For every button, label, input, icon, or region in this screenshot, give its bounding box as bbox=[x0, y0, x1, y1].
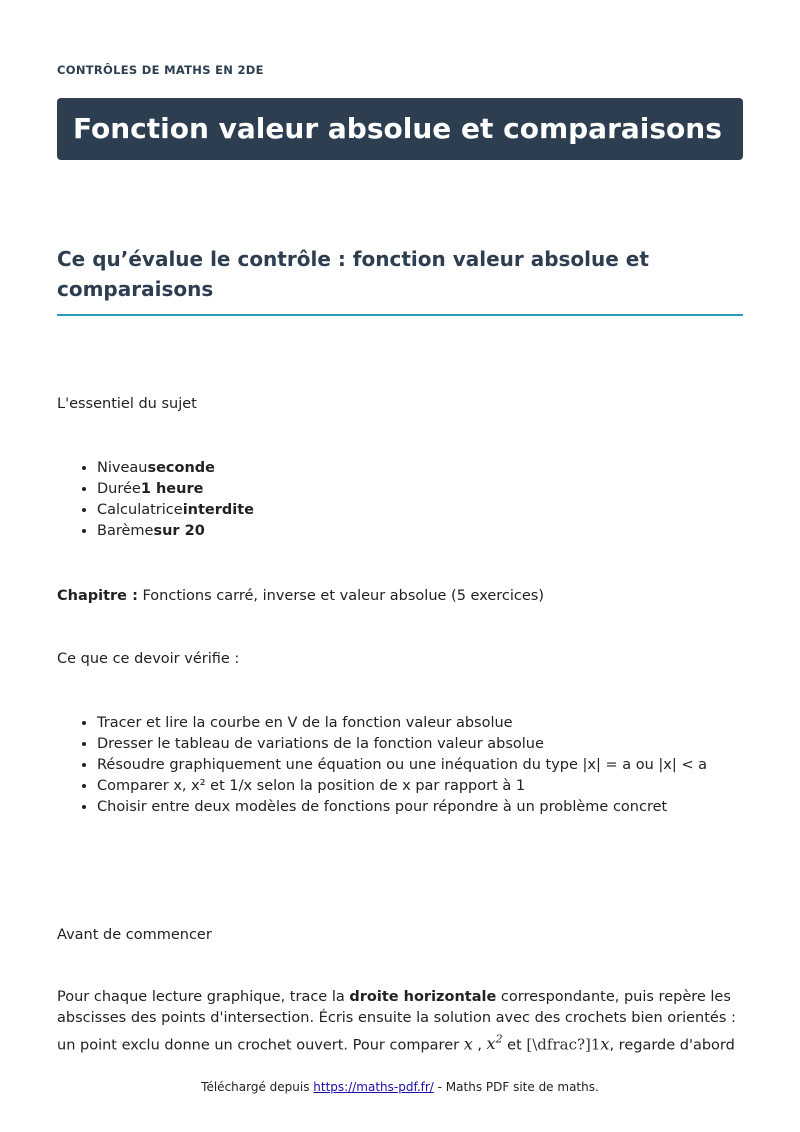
item-value: 1 heure bbox=[140, 481, 204, 497]
list-item: • Dresser le tableau de variations de la fonction valeur absolue bbox=[97, 734, 707, 755]
title-banner bbox=[57, 98, 743, 160]
series-kicker: CONTRÔLES DE MATHS EN 2DE bbox=[57, 63, 264, 77]
section-title: Ce qu’évalue le contrôle : fonction valeur absolue et comparaisons bbox=[57, 244, 743, 316]
chapitre-line bbox=[57, 586, 544, 607]
intro-text: correspondante, puis repère les abscisses des points d'intersection. Écris ensuite la solution avec des crochets bien orientés : un point exclu donne un crochet ouvert. Pour comparer bbox=[57, 989, 736, 1054]
math-exponent: 2 bbox=[495, 1033, 503, 1046]
math-x-squared bbox=[487, 1034, 503, 1053]
chapitre-text: Fonctions carré, inverse et valeur absolue (5 exercices) bbox=[142, 588, 545, 604]
list-item: • Tracer et lire la courbe en V de la fonction valeur absolue bbox=[97, 713, 707, 734]
verifie-heading: Ce que ce devoir vérifie : bbox=[57, 651, 240, 667]
intro-sep: , bbox=[472, 1037, 487, 1054]
page-title: Fonction valeur absolue et comparaisons bbox=[73, 112, 722, 145]
footer-suffix: - Maths PDF site de maths. bbox=[433, 1080, 599, 1094]
verifie-list bbox=[57, 713, 707, 818]
essentiel-list bbox=[57, 458, 254, 542]
item-value: seconde bbox=[147, 460, 216, 476]
item-value: sur 20 bbox=[153, 523, 205, 539]
intro-paragraph bbox=[57, 987, 743, 1056]
chapitre-label: Chapitre : bbox=[57, 588, 138, 604]
math-raw-fraction: [\dfrac?]1 bbox=[526, 1035, 601, 1054]
item-label: Durée bbox=[97, 481, 141, 497]
math-x: x bbox=[600, 1034, 610, 1054]
item-label: Barème bbox=[97, 523, 154, 539]
list-item bbox=[97, 500, 254, 521]
essentiel-heading: L'essentiel du sujet bbox=[57, 396, 197, 412]
item-label: Calculatrice bbox=[97, 502, 183, 518]
intro-text: , regarde d'abord bbox=[609, 1037, 735, 1054]
list-item bbox=[97, 458, 254, 479]
intro-bold: droite horizontale bbox=[349, 989, 497, 1005]
intro-text: Pour chaque lecture graphique, trace la bbox=[57, 989, 350, 1005]
intro-sep: et bbox=[502, 1037, 527, 1054]
list-item: • Résoudre graphiquement une équation ou une inéquation du type |x| = a ou |x| < a bbox=[97, 755, 707, 776]
list-item bbox=[97, 479, 254, 500]
math-x: x bbox=[486, 1034, 496, 1054]
list-item: • Choisir entre deux modèles de fonctions pour répondre à un problème concret bbox=[97, 797, 707, 818]
list-item: • Comparer x, x² et 1/x selon la position de x par rapport à 1 bbox=[97, 776, 707, 797]
avant-heading: Avant de commencer bbox=[57, 927, 212, 943]
footer-link[interactable]: https://maths-pdf.fr/ bbox=[313, 1080, 434, 1094]
footer-prefix: Téléchargé depuis bbox=[201, 1080, 314, 1094]
page-footer bbox=[0, 1080, 800, 1094]
list-item bbox=[97, 521, 254, 542]
item-label: Niveau bbox=[97, 460, 148, 476]
math-x: x bbox=[463, 1034, 473, 1054]
item-value: interdite bbox=[182, 502, 255, 518]
